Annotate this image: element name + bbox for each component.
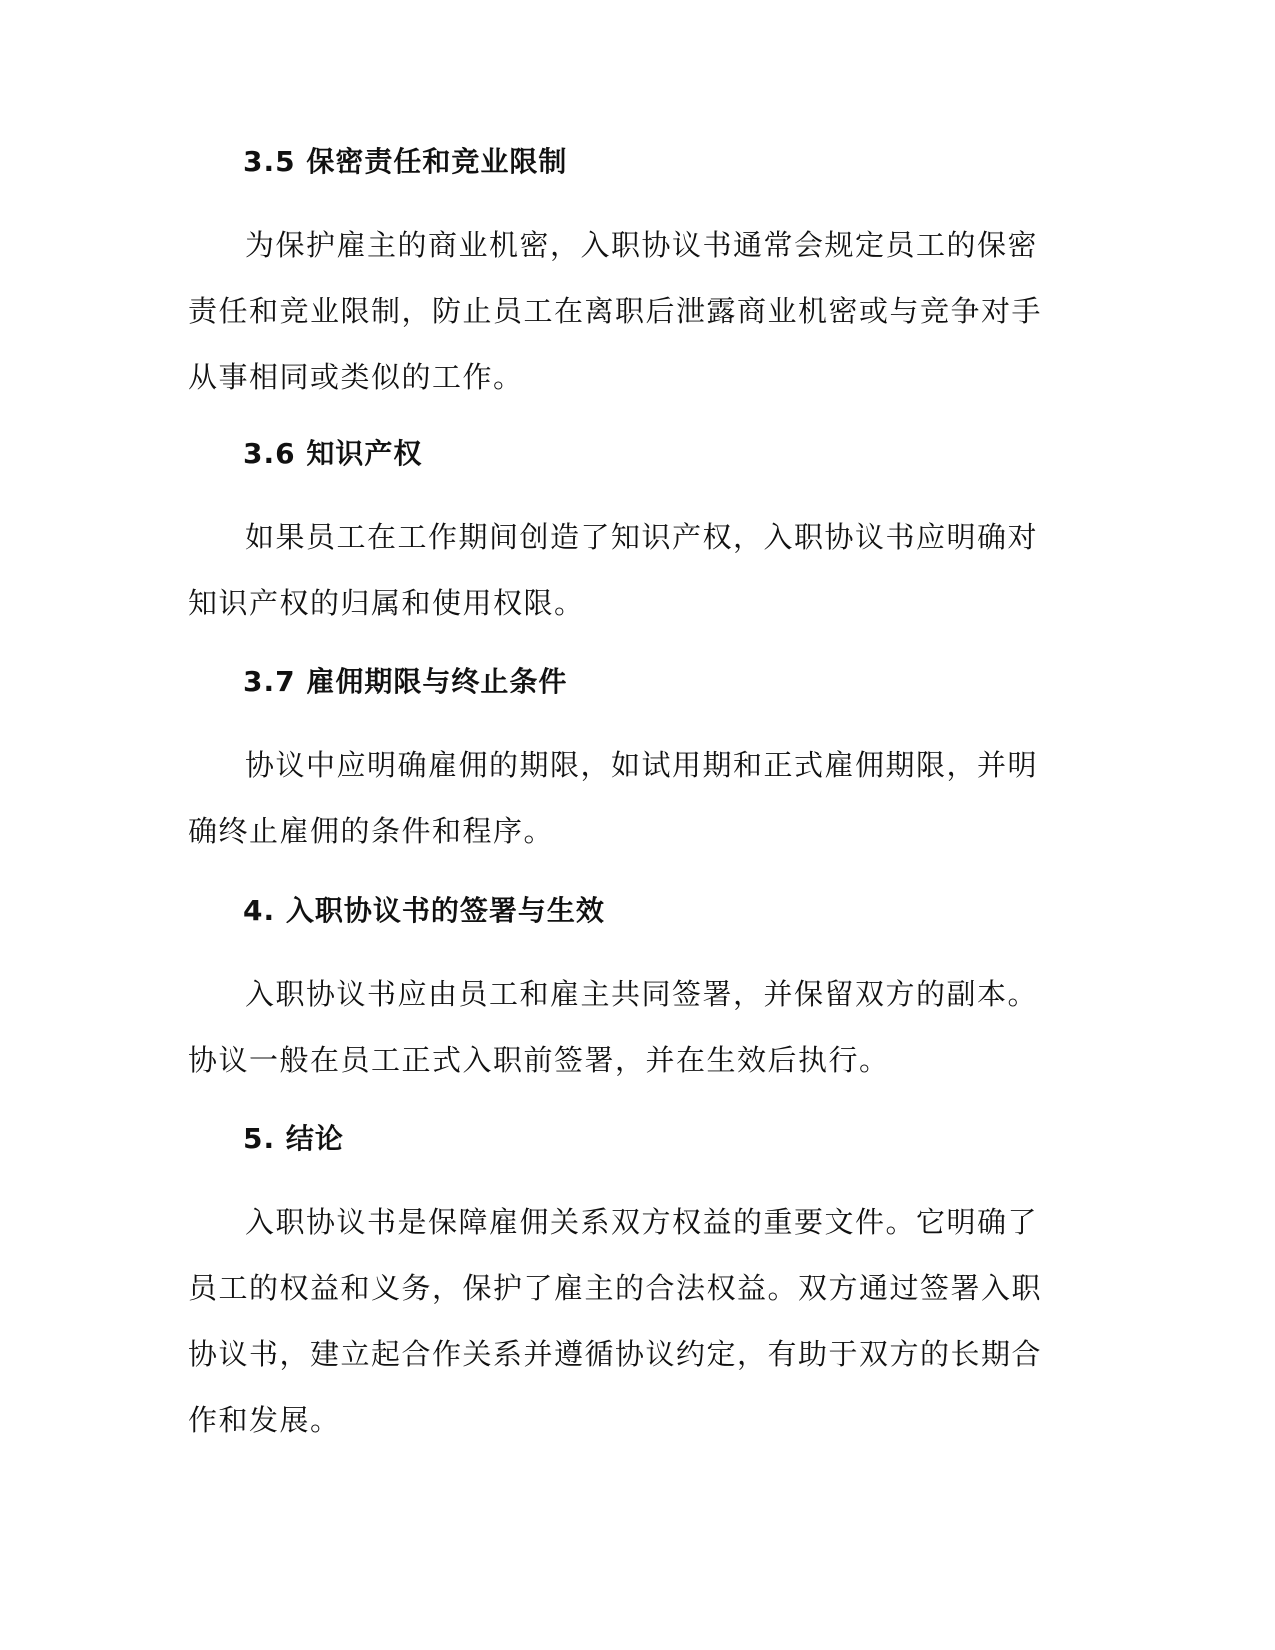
section-paragraph-3-6: 如果员工在工作期间创造了知识产权，入职协议书应明确对知识产权的归属和使用权限。 <box>188 520 1039 620</box>
section-heading-5: 5. 结论 <box>243 1122 344 1155</box>
section-heading-4: 4. 入职协议书的签署与生效 <box>243 894 605 927</box>
section-paragraph-4: 入职协议书应由员工和雇主共同签署，并保留双方的副本。协议一般在员工正式入职前签署，并在生效后执行。 <box>188 977 1039 1077</box>
section-paragraph-3-7: 协议中应明确雇佣的期限，如试用期和正式雇佣期限，并明确终止雇佣的条件和程序。 <box>188 748 1039 848</box>
section-heading-3-5: 3.5 保密责任和竞业限制 <box>243 145 568 178</box>
section-heading-3-6: 3.6 知识产权 <box>243 437 423 470</box>
section-heading-3-7: 3.7 雇佣期限与终止条件 <box>243 665 568 698</box>
section-paragraph-5: 入职协议书是保障雇佣关系双方权益的重要文件。它明确了员工的权益和义务，保护了雇主的合法权益。双方通过签署入职协议书，建立起合作关系并遵循协议约定，有助于双方的长期合作和发展。 <box>188 1205 1043 1437</box>
section-paragraph-3-5: 为保护雇主的商业机密，入职协议书通常会规定员工的保密责任和竞业限制，防止员工在离职后泄露商业机密或与竞争对手从事相同或类似的工作。 <box>188 228 1043 394</box>
